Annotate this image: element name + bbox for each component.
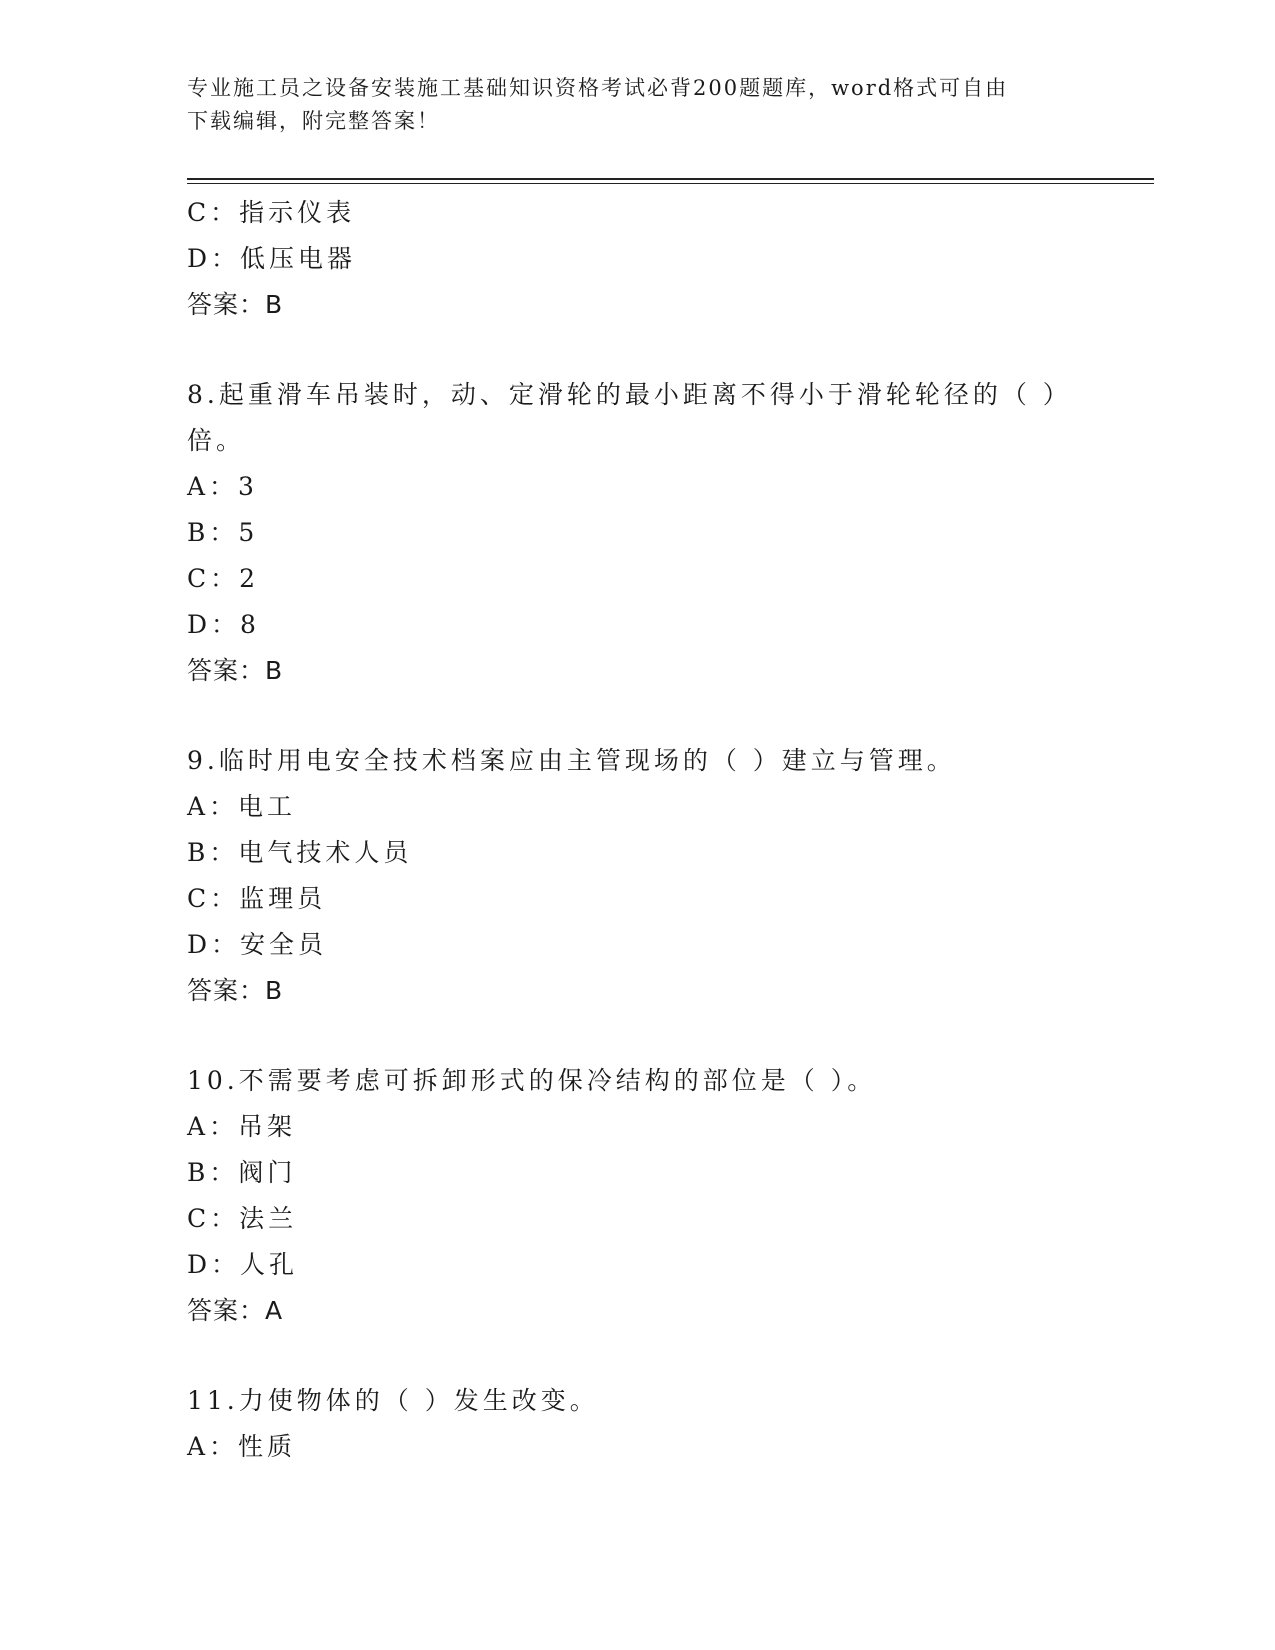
header-title-line-1: 专业施工员之设备安装施工基础知识资格考试必背200题题库，word格式可自由 xyxy=(187,76,1009,100)
option-d: D：人孔 xyxy=(187,1250,299,1279)
option-b: B：电气技术人员 xyxy=(187,838,413,867)
spacer xyxy=(187,328,1087,372)
option-a: A：电工 xyxy=(187,792,297,821)
document-body xyxy=(187,190,1087,1470)
previous-question xyxy=(187,190,1087,328)
answer: 答案：B xyxy=(187,656,284,685)
option-c: C：法兰 xyxy=(187,1204,298,1233)
document-header xyxy=(187,72,1087,138)
question-text: 8.起重滑车吊装时，动、定滑轮的最小距离不得小于滑轮轮径的（ ） xyxy=(187,380,1072,409)
header-rule-thick xyxy=(187,178,1154,180)
question-8 xyxy=(187,372,1087,694)
option-c: C：2 xyxy=(187,564,260,593)
option-d: D：低压电器 xyxy=(187,244,357,273)
question-text: 9.临时用电安全技术档案应由主管现场的（ ）建立与管理。 xyxy=(187,746,956,775)
option-b: B：阀门 xyxy=(187,1158,297,1187)
answer: 答案：B xyxy=(187,290,284,319)
question-text-continued: 倍。 xyxy=(187,426,246,455)
header-title-line-2: 下载编辑，附完整答案！ xyxy=(187,109,440,133)
question-text: 10.不需要考虑可拆卸形式的保冷结构的部位是（ ）。 xyxy=(187,1066,877,1095)
header-rule-thin xyxy=(187,183,1154,184)
answer: 答案：A xyxy=(187,1296,284,1325)
option-c: C：监理员 xyxy=(187,884,327,913)
question-text: 11.力使物体的（ ）发生改变。 xyxy=(187,1386,599,1415)
question-9 xyxy=(187,738,1087,1014)
spacer xyxy=(187,1334,1087,1378)
option-a: A：3 xyxy=(187,472,258,501)
question-11 xyxy=(187,1378,1087,1470)
option-b: B：5 xyxy=(187,518,259,547)
option-a: A：吊架 xyxy=(187,1112,297,1141)
answer: 答案：B xyxy=(187,976,284,1005)
option-a: A：性质 xyxy=(187,1432,297,1461)
question-10 xyxy=(187,1058,1087,1334)
option-c: C：指示仪表 xyxy=(187,198,356,227)
option-d: D：8 xyxy=(187,610,260,639)
option-d: D：安全员 xyxy=(187,930,328,959)
spacer xyxy=(187,1014,1087,1058)
spacer xyxy=(187,694,1087,738)
